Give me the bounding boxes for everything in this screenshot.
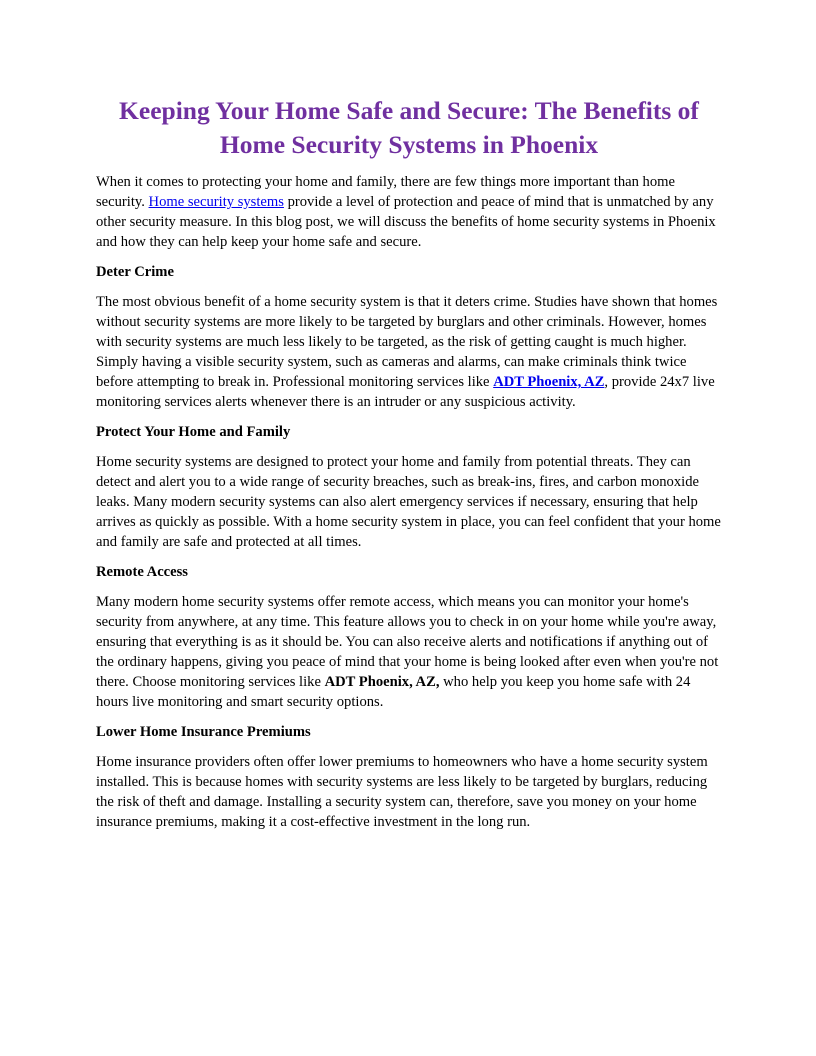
remote-text-after: who help you keep you home safe with 24 hours live monitoring and smart security options. bbox=[96, 674, 691, 710]
home-security-systems-link[interactable]: Home security systems bbox=[148, 194, 284, 210]
document-page bbox=[96, 94, 722, 842]
page-title: Keeping Your Home Safe and Secure: The Benefits of Home Security Systems in Phoenix bbox=[119, 96, 699, 159]
deter-crime-text-after: , provide 24x7 live monitoring services alerts whenever there is an intruder or any suspicious activity. bbox=[96, 374, 715, 410]
deter-crime-heading: Deter Crime bbox=[96, 264, 174, 280]
protect-heading: Protect Your Home and Family bbox=[96, 424, 291, 440]
remote-access-heading: Remote Access bbox=[96, 564, 188, 580]
intro-text-before: When it comes to protecting your home and family, there are few things more important than home security. bbox=[96, 174, 675, 210]
deter-crime-text-before: The most obvious benefit of a home security system is that it deters crime. Studies have shown that homes without security systems are more likely to be targeted by burglars and other criminals. However, homes with security systems are much less likely to be targeted, as the risk of getting caught is much higher. Simply having a visible security system, such as cameras and alarms, can make criminals think twice before attempting to break in. Professional monitoring services like bbox=[96, 294, 718, 390]
insurance-paragraph: Home insurance providers often offer lower premiums to homeowners who have a home security system installed. This is because homes with security systems are less likely to be targeted by burglars, reducing the risk of theft and damage. Installing a security system can, therefore, save you money on your home insurance premiums, making it a cost-effective investment in the long run. bbox=[96, 754, 708, 830]
adt-phoenix-bold: ADT Phoenix, AZ, bbox=[324, 674, 440, 690]
protect-paragraph: Home security systems are designed to protect your home and family from potential threats. They can detect and alert you to a wide range of security breaches, such as break-ins, fires, and carbon monoxide leaks. Many modern security systems can also alert emergency services if necessary, ensuring that help arrives as quickly as possible. With a home security system in place, you can feel confident that your home and family are safe and protected at all times. bbox=[96, 454, 721, 550]
insurance-heading: Lower Home Insurance Premiums bbox=[96, 724, 311, 740]
remote-text-before: Many modern home security systems offer remote access, which means you can monitor your home's security from anywhere, at any time. This feature allows you to check in on your home while you're away, ensuring that everything is as it should be. You can also receive alerts and notifications if anything out of the ordinary happens, giving you peace of mind that your home is being looked after even when you're not there. Choose monitoring services like bbox=[96, 594, 719, 690]
adt-phoenix-link[interactable]: ADT Phoenix, AZ bbox=[493, 374, 605, 390]
intro-text-after: provide a level of protection and peace of mind that is unmatched by any other security measure. In this blog post, we will discuss the benefits of home security systems in Phoenix and how they can help keep your home safe and secure. bbox=[96, 194, 716, 250]
remote-access-paragraph bbox=[96, 592, 722, 712]
deter-crime-paragraph bbox=[96, 292, 722, 412]
intro-paragraph bbox=[96, 172, 722, 252]
